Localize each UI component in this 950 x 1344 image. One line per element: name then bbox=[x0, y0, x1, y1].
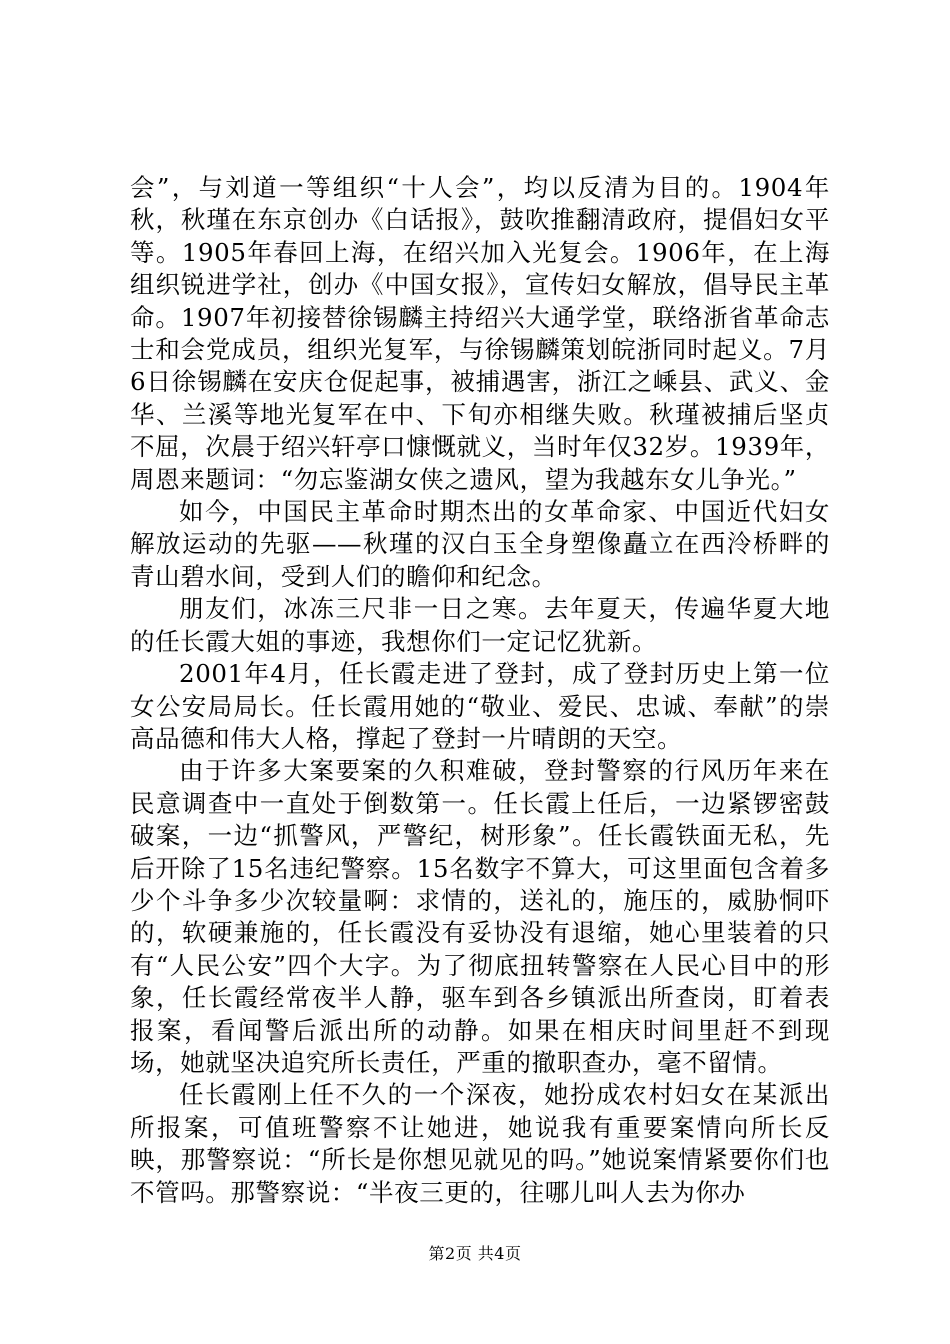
page-footer bbox=[0, 1244, 950, 1264]
paragraph-police-reform: 由于许多大案要案的久积难破，登封警察的行风历年来在民意调查中一直处于倒数第一。任长霞上任后，一边紧锣密鼓破案，一边“抓警风，严警纪，树形象”。任长霞铁面无私，先后开除了15名违纪警察。15名数字不算大，可这里面包含着多少个斗争多少次较量啊：求情的，送礼的，施压的，威胁恫吓的，软硬兼施的，任长霞没有妥协没有退缩，她心里装着的只有“人民公安”四个大字。为了彻底扭转警察在人民心目中的形象，任长霞经常夜半人静，驱车到各乡镇派出所查岗，盯着表报案，看闻警后派出所的动静。如果在相庆时间里赶不到现场，她就坚决追究所长责任，严重的撤职查办，毫不留情。 bbox=[130, 756, 830, 1077]
body-text bbox=[130, 172, 830, 1209]
paragraph-ren-changxia-intro: 朋友们，冰冻三尺非一日之寒。去年夏天，传遍华夏大地的任长霞大姐的事迹，我想你们一定记忆犹新。 bbox=[130, 594, 830, 656]
paragraph-qiujin-statue: 如今，中国民主革命时期杰出的女革命家、中国近代妇女解放运动的先驱——秋瑾的汉白玉全身塑像矗立在西泠桥畔的青山碧水间，受到人们的瞻仰和纪念。 bbox=[130, 497, 830, 591]
paragraph-qiujin-biography: 会”，与刘道一等组织“十人会”，均以反清为目的。1904年秋，秋瑾在东京创办《白话报》，鼓吹推翻清政府，提倡妇女平等。1905年春回上海，在绍兴加入光复会。1906年，在上海组织锐进学社，创办《中国女报》，宣传妇女解放，倡导民主革命。1907年初接替徐锡麟主持绍兴大通学堂，联络浙省革命志士和会党成员，组织光复军，与徐锡麟策划皖浙同时起义。7月6日徐锡麟在安庆仓促起事，被捕遇害，浙江之嵊县、武义、金华、兰溪等地光复军在中、下旬亦相继失败。秋瑾被捕后坚贞不屈，次晨于绍兴轩亭口慷慨就义，当时年仅32岁。1939年，周恩来题词：“勿忘鉴湖女侠之遗风，望为我越东女儿争光。” bbox=[130, 173, 830, 494]
page-number: 第2页 共4页 bbox=[428, 1244, 522, 1263]
paragraph-dengfeng-appointment: 2001年4月，任长霞走进了登封，成了登封历史上第一位女公安局局长。任长霞用她的“敬业、爱民、忠诚、奉献”的崇高品德和伟大人格，撑起了登封一片晴朗的天空。 bbox=[130, 659, 830, 753]
paragraph-night-visit: 任长霞刚上任不久的一个深夜，她扮成农村妇女在某派出所报案，可值班警察不让她进，她说我有重要案情向所长反映，那警察说：“所长是你想见就见的吗。”她说案情紧要你们也不管吗。那警察说：“半夜三更的，往哪儿叫人去为你办 bbox=[130, 1080, 830, 1207]
